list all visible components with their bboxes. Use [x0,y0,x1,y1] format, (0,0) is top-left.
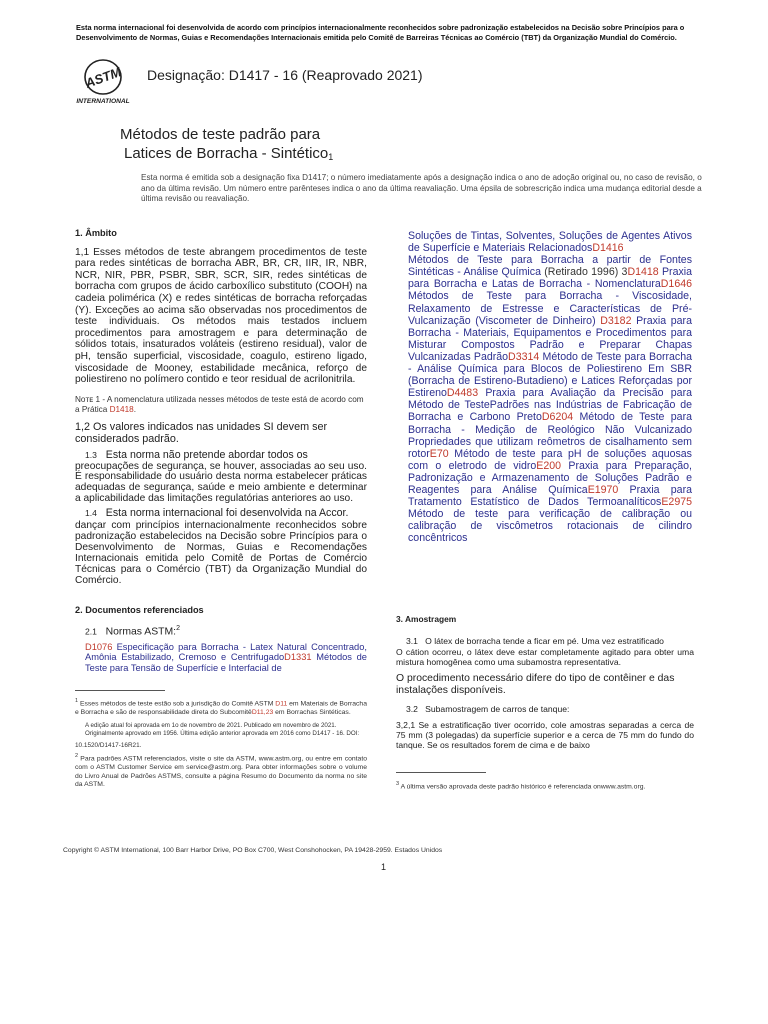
top-notice: Esta norma internacional foi desenvolvida de acordo com princípios internacionalmente reconhecidos sobre padronização estabelecidos na Decisão sobre Princípios para o Desenvolvimento de Normas, Guias e Recomendações Internacionais emitida pelo Comitê de Barreiras Técnicas ao Comércio (TBT) da Organização Mundial do Comércio. [76,23,685,42]
paragraph-3-1-lead: 3.1 O látex de borracha tende a ficar em pé. Uma vez estratificado [406,635,664,646]
ref-link-d1331[interactable]: D1331 [284,652,312,663]
left-column [75,228,367,586]
paragraph-1-4-lead: 1.4 Esta norma internacional foi desenvolvida na Accor. [85,507,349,520]
paragraph-1-4: dançar com princípios internacionalmente reconhecidos sobre padronização estabelecidos na Decisão sobre Princípios para o Desenvolvimento de Normas, Guias e Recomendações Internacionais emitida pelo Comitê de Portas de Comércio Técnicas para o Comércio (TBT) da Organização Mundial do Comércio. [75,519,367,586]
svg-text:ASTM: ASTM [83,64,124,91]
edition-note: A edição atual foi aprovada em 1o de novembro de 2021. Publicado em novembro de 2021. Originalmente aprovado em 1956. Última edição anterior aprovada em 2016 como D1417 - 16. DOI: [85,722,360,738]
section-3 [396,614,694,751]
ref-link-d1418[interactable]: D1418 [109,405,134,415]
footnote-2: $^2$ Para padrões ASTM referenciados, visite o site da ASTM, www.astm.org, ou entre em contato com o ASTM Customer Service em service@astm.org. Para obter informações sobre o volume do Livro Anual de Padrões ASTMS, consulte a página Resumo do Documento da norma no site da ASTM. [75,753,367,788]
reference-list [75,642,367,674]
ref-link-d1416[interactable]: D1416 [592,242,624,255]
section-1-heading: 1. Âmbito [75,228,117,238]
paragraph-1-1: 1,1 Esses métodos de teste abrangem procedimentos de teste para redes sintéticas de borracha ABR, BR, CR, IIR, IR, NBR, NCR, NIR, PBR, PSBR, SBR, SCR, SIR, redes sintéticas de borracha com grupos de ácido carboxílico substituto (COOH) na cadeia polimérica (X) e redes sintéticas de borracha reforçadas (Y). Exceções ao acima são observadas nos procedimentos de teste individuais. Os métodos mais testados incluem procedimentos para amostragem e para determinação de sólidos totais, insaturados voláteis (estireno residual), valor de pH, tensão superficial, viscosidade, coagulo, estireno ligado, viscosidade de Mooney, estabilidade mecânica, reforço de poliestireno no polímero contido e teor residual de acrilonitrila. [75,246,367,386]
ref-entries: Métodos de Teste para Borracha a partir de Fontes Sintéticas - Análise Química (Retirado 1996) 3D1418 Praxia para Borracha e Latas de Borracha - NomenclaturaD1646 Métodos de Teste para Borracha - Viscosidade, Relaxamento de Estresse e Características de Pré-Vulcanização (Viscometer de Dinheiro) D3182 Praxia para Borracha - Materiais, Equipamentos e Procedimentos para Misturar Compostos Padrão e Preparar Chapas Vulcanizadas PadrãoD3314 Método de Teste para Borracha - Análise Química para Blocos de Poliestireno Em SBR (Borracha de Estireno-Butadieno) e Latices Reforçadas por EstirenoD4483 Praxia para Avaliação da Precisão para Método de TestePadrões nas Indústrias de Fabricação de Borracha e Carbono PretoD6204 Método de Teste para Borracha - Medição de Reológico Não Vulcanizado Propriedades que utilizam reômetros de cisalhamento sem rotorE70 Método de teste para pH de soluções aquosas com o eletrodo de vidroE200 Praxia para Preparação, Padronização e Armazenamento de Soluções Padrão e Reagentes para Análise QuímicaE1970 Praxia para Tratamento Estatístico de Dados TermoanalíticosE2975 Método de teste para verificação de calibração ou calibração de viscômetros rotacionais de cilindro concêntricos [408,254,692,545]
page-number: 1 [381,862,387,872]
doi: 10.1520/D1417-16R21. [75,742,142,750]
section-3-heading: 3. Amostragem [396,614,457,624]
ref-link-d6204[interactable]: D6204 [541,411,574,424]
title-line-2: Latices de Borracha - Sintético$_1$ [124,145,334,162]
ref-link-d3182[interactable]: D3182 [600,314,632,327]
paragraph-3-2: 3.2 Subamostragem de carros de tanque: [406,704,570,715]
paragraph-3-2-1: 3,2,1 Se a estratificação tiver ocorrido, cole amostras separadas a cerca de 75 mm (3 polegadas) da superfície superior e a cerca de 75 mm do fundo do tanque. Se os resultados forem de cima e de baixo [396,719,694,751]
title-line-1: Métodos de teste padrão para [120,126,321,143]
ref-link-e70[interactable]: E70 [429,447,449,460]
document-title [120,125,333,167]
copyright-notice: Copyright © ASTM International, 100 Barr Harbor Drive, PO Box C700, West Conshohocken, PA 19428-2959. Estados Unidos [63,847,443,854]
footnote-1: $^1$ Esses métodos de teste estão sob a jurisdição do Comitê ASTM D11 em Materiais de Borracha e Borracha e são de responsabilidade direta do SubcomitêD11,23 em Borrachas Sintéticas. [75,698,367,716]
ref-link-d1418-list[interactable]: D1418 [627,266,659,279]
svg-text:INTERNATIONAL: INTERNATIONAL [76,98,130,105]
note-1: Nᴏᴛᴇ 1 - A nomenclatura utilizada nesses métodos de teste está de acordo com a Prática D1418. [75,394,364,415]
ref-title-d1076: Especificação para Borracha - Latex Natural Concentrado, Amônia Estabilizado, Cremoso e Centrifugado [85,641,367,663]
ref-link-d1123[interactable]: D11,23 [251,708,274,716]
paragraph-procedure: O procedimento necessário difere do tipo de contêiner e das instalações disponíveis. [396,672,675,696]
ref-link-d3314[interactable]: D3314 [508,350,540,363]
ref-link-e200[interactable]: E200 [536,459,562,472]
ref-continued-1: Soluções de Tintas, Solventes, Soluções de Agentes Ativos de Superfície e Materiais RelacionadosD1416 [408,230,692,255]
section-2 [75,605,367,674]
ref-link-e2975[interactable]: E2975 [661,496,692,509]
astm-logo [72,57,134,105]
footnotes [75,697,367,789]
paragraph-1-2: 1,2 Os valores indicados nas unidades SI devem ser considerados padrão. [75,420,328,446]
footnote-divider-right [396,772,486,773]
paragraph-3-1: O cátion ocorreu, o látex deve estar completamente agitado para obter uma mistura homogênea como uma subamostra representativa. [396,647,694,668]
footnote-divider [75,690,165,691]
paragraph-1-3-lead: 1.3 Esta norma não pretende abordar todos os [85,448,308,461]
paragraph-1-3: preocupações de segurança, se houver, associadas ao seu uso. É responsabilidade do usuário desta norma estabelecer práticas adequadas de segurança, saúde e meio ambiente e determinar a aplicabilidade das limitações regulatórias anteriores ao uso. [75,460,367,505]
intro-note: Esta norma é emitida sob a designação fixa D1417; o número imediatamente após a designação indica o ano de adoção original ou, no caso de revisão, o ano da última revisão. Um número entre parênteses indica o ano da última reavaliação. Uma épsila de sobrescrição indica uma mudança editorial desde a última revisão ou reavaliação. [141,173,702,203]
reference-list-continued [394,230,692,544]
ref-link-d1646[interactable]: D1646 [660,278,692,291]
paragraph-2-1: 2.1 Normas ASTM:$^2$ [85,624,180,638]
ref-link-d1076[interactable]: D1076 [85,641,113,652]
title-footnote-mark: 1 [328,152,334,162]
ref-title-d1331: Métodos de Teste para Tensão de Superfície e Interfacial de [85,652,367,674]
footnote-3: $^3$ A última versão aprovada deste padrão histórico é referenciada onwww.astm.org. [396,781,646,791]
designation: Designação: D1417 - 16 (Reaprovado 2021) [147,67,423,83]
ref-link-d4483[interactable]: D4483 [446,387,479,400]
section-2-heading: 2. Documentos referenciados [75,605,204,615]
ref-link-e1970[interactable]: E1970 [587,483,619,496]
ref-link-d11[interactable]: D11 [275,700,288,708]
